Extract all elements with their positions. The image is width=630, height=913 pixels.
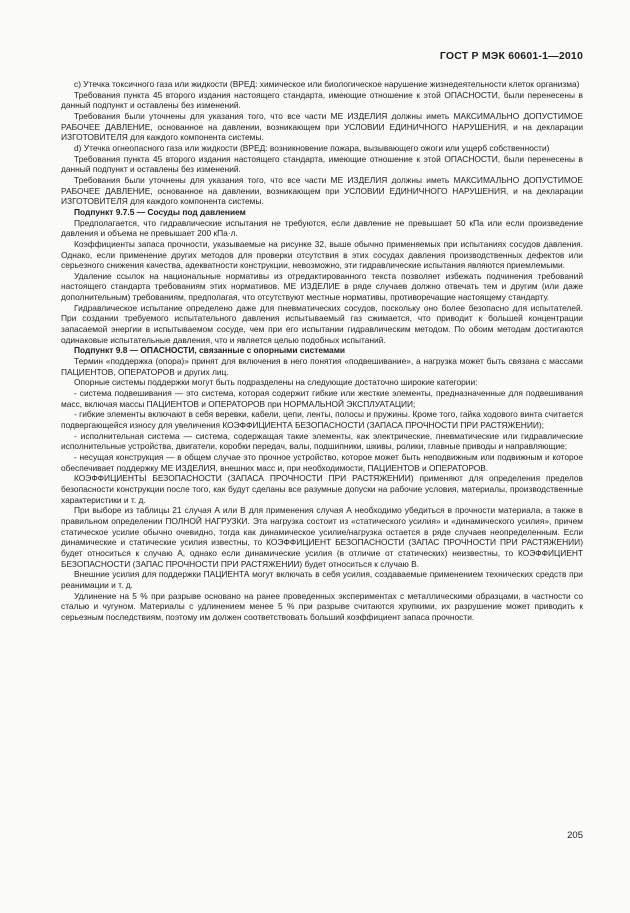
paragraph: с) Утечка токсичного газа или жидкости (ВРЕД: химическое или биологическое нарушение жизнедеятельности клеток организма) xyxy=(74,79,580,89)
list-item: - исполнительная система — система, содержащая такие элементы, как электрические, пневматические или гидравлические исполнительные устройства, двигатели, коробки передач, валы, подшипники, шкивы, ролики, главные приводы и направляющие; xyxy=(61,430,583,452)
paragraph: Опорные системы поддержки могут быть подразделены на следующие достаточно широкие категории: xyxy=(74,377,478,388)
subclause-heading-9-7-5: Подпункт 9.7.5 — Сосуды под давлением xyxy=(74,206,246,217)
paragraph: Удаление ссылок на национальные нормативы из отредактированного текста позволяет избежать подчинения требований настоящего стандарта требованиям этих нормативов. МЕ ИЗДЕЛИЕ в ряде случаев должно отвечать тем и другим (или даже дополнительным) требованиям, предполагая, что отсутствуют местные нормативы, противоречащие настоящему стандарту. xyxy=(61,270,583,303)
paragraph: КОЭФФИЦИЕНТЫ БЕЗОПАСНОСТИ (ЗАПАСА ПРОЧНОСТИ ПРИ РАСТЯЖЕНИИ) применяют для определения пределов безопасности конструкции после того, как будут сделаны все разумные допуски на рабочие условия, материалы, производственные характеристики и т. д. xyxy=(61,473,583,505)
paragraph: Удлинение на 5 % при разрыве основано на ранее проведенных экспериментах с металлическими образцами, в частности со сталью и чугуном. Материалы с удлинением менее 5 % при разрыве считаются хрупкими, их разрушение может приводить к серьезным последствиям, поэтому им должен соответствовать больший коэффициент запаса прочности. xyxy=(61,590,583,622)
page-number: 205 xyxy=(567,830,583,841)
paragraph: Требования пункта 45 второго издания настоящего стандарта, имеющие отношение к этой ОПАСНОСТИ, были перенесены в данный подпункт и оставлены без изменений. xyxy=(61,153,583,175)
list-item: - гибкие элементы включают в себя веревки, кабели, цепи, ленты, полосы и пружины. Кроме того, гайка ходового винта считается подвергающейся износу для увеличения КОЭФФИЦИЕНТА БЕЗОПАСНОСТИ (ЗАПАСА ПРОЧНОСТИ ПРИ РАСТЯЖЕНИИ); xyxy=(61,409,583,430)
subclause-heading-9-8: Подпункт 9.8 — ОПАСНОСТИ, связанные с опорными системами xyxy=(74,345,346,356)
list-item: - система подвешивания — это система, которая содержит гибкие или жесткие элементы, предназначенные для подвешивания масс, включая массы ПАЦИЕНТОВ и ОПЕРАТОРОВ при НОРМАЛЬНОЙ ЭКСПЛУАТАЦИИ; xyxy=(61,388,583,409)
body-text xyxy=(61,79,583,622)
paragraph: Требования были уточнены для указания того, что все части МЕ ИЗДЕЛИЯ должны иметь МАКСИМАЛЬНО ДОПУСТИМОЕ РАБОЧЕЕ ДАВЛЕНИЕ, основанное на давлении, возникающем при УСЛОВИИ ЕДИНИЧНОГО НАРУШЕНИЯ, и на декларации ИЗГОТОВИТЕЛЯ для каждого компонента системы. xyxy=(61,110,583,143)
list-item: - несущая конструкция — в общем случае это прочное устройство, которое может быть неподвижным или подвижным и которое обеспечивает поддержку МЕ ИЗДЕЛИЯ, внешних масс и, при необходимости, ПАЦИЕНТОВ и ОПЕРАТОРОВ. xyxy=(61,451,583,473)
standard-header: ГОСТ Р МЭК 60601-1—2010 xyxy=(439,50,583,62)
paragraph: Термин «поддержка (опора)» принят для включения в него понятия «подвешивание», а нагрузка может быть связана с массами ПАЦИЕНТОВ, ОПЕРАТОРОВ и других лиц. xyxy=(61,356,583,377)
paragraph: Внешние усилия для поддержки ПАЦИЕНТА могут включать в себя усилия, создаваемые применением технических средств при реанимации и т. д. xyxy=(61,569,583,590)
paragraph: Требования пункта 45 второго издания настоящего стандарта, имеющие отношение к этой ОПАСНОСТИ, были перенесены в данный подпункт и оставлены без изменений. xyxy=(61,89,583,111)
paragraph: При выборе из таблицы 21 случая А или В для применения случая А необходимо убедиться в прочности материала, а также в правильном определении ПОЛНОЙ НАГРУЗКИ. Эта нагрузка состоит из «статического усилия» и «динамического усилия», причем статическое усилие обычно очевидно, тогда как динамическое усилие/нагрузка остается в ряде случаев неопределенным. Если динамические и статические усилия известны, то КОЭФФИЦИЕНТ БЕЗОПАСНОСТИ (ЗАПАС ПРОЧНОСТИ ПРИ РАСТЯЖЕНИИ) будет относиться к случаю А, однако если динамические усилия (в отличие от статических) неизвестны, то КОЭФФИЦИЕНТ БЕЗОПАСНОСТИ (ЗАПАС ПРОЧНОСТИ ПРИ РАСТЯЖЕНИИ) будет относиться к случаю В. xyxy=(61,505,583,569)
paragraph: d) Утечка огнеопасного газа или жидкости (ВРЕД: возникновение пожара, вызывающего ожоги или ущерб собственности) xyxy=(74,142,550,153)
paragraph: Требования были уточнены для указания того, что все части МЕ ИЗДЕЛИЯ должны иметь МАКСИМАЛЬНО ДОПУСТИМОЕ РАБОЧЕЕ ДАВЛЕНИЕ, основанное на давлении, возникающем при УСЛОВИИ ЕДИНИЧНОГО НАРУШЕНИЯ, и на декларации ИЗГОТОВИТЕЛЯ для каждого компонента системы. xyxy=(61,174,583,207)
paragraph: Гидравлическое испытание определено даже для пневматических сосудов, поскольку оно более безопасно для испытателей. При создании требуемого испытательного давления испытываемый газ сжимается, что приводит к большей концентрации запасаемой энергии в испытываемом сосуде, чем при его испытании гидравлическим методом. По обоим методам достигаются одинаковые испытательные давления, что и является целью подобных испытаний. xyxy=(61,302,583,345)
paragraph: Предполагается, что гидравлические испытания не требуются, если давление не превышает 50 кПа или если произведение давления и объема не превышает 200 кПа·л. xyxy=(61,217,583,239)
paragraph: Коэффициенты запаса прочности, указываемые на рисунке 32, выше обычно применяемых при испытаниях сосудов давления. Однако, если применение других методов для проверки отсутствия в этих сосудах давления производственных дефектов или серьезного снижения качества, адекватности конструкции, невозможно, эти гидравлические испытания являются приемлемыми. xyxy=(61,238,583,271)
